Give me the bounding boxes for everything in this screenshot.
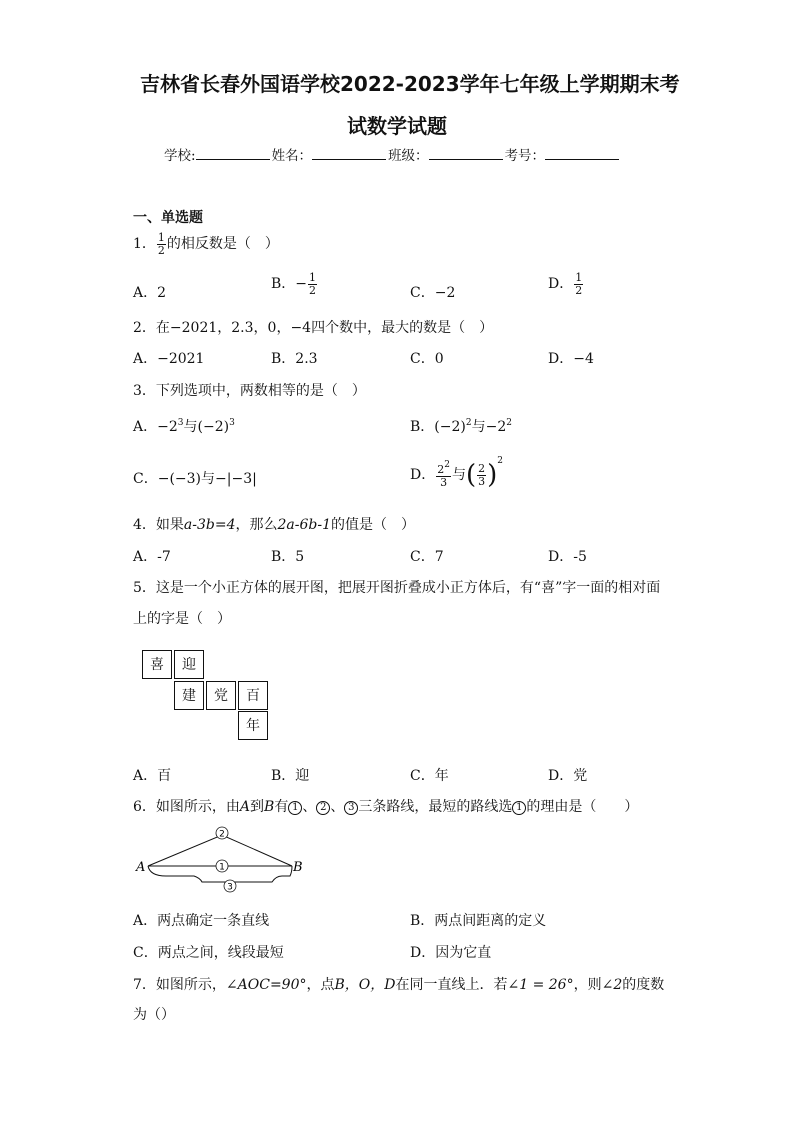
route-diagram bbox=[130, 822, 320, 894]
route-3-label: 3 bbox=[227, 882, 233, 893]
question-4: 4．如果a-3b=4，那么2a-6b-1的值是（ ） bbox=[133, 517, 416, 533]
q3-option-d: D． $\frac{2^2}{3}$ 与( $\frac{2}{3}$ )$^2$ bbox=[410, 456, 504, 490]
q3-option-c: C．−(−3)与−|−3| bbox=[133, 471, 257, 487]
question-7-line1: 7．如图所示，∠AOC=90°，点B，O，D在同一直线上．若∠1 = 26°，则∠2的度数 bbox=[133, 977, 665, 993]
question-5-line2: 上的字是（ ） bbox=[133, 611, 231, 627]
q1-option-b: B．− $\frac{1}{2}$ bbox=[271, 271, 317, 297]
net-cell-6: 年 bbox=[238, 711, 268, 740]
point-b-label: B bbox=[293, 860, 303, 875]
q1-number: 1． bbox=[133, 236, 156, 253]
name-label: 姓名： bbox=[271, 148, 313, 164]
school-blank bbox=[196, 145, 270, 160]
number-blank bbox=[545, 145, 619, 160]
q2-option-b: B．2.3 bbox=[271, 351, 318, 367]
school-label: 学校: bbox=[164, 148, 196, 164]
q1-option-a: A．2 bbox=[133, 285, 167, 301]
q2-option-c: C．0 bbox=[410, 351, 444, 367]
q4-option-c: C．7 bbox=[410, 549, 444, 565]
q2-option-d: D．−4 bbox=[548, 351, 594, 367]
question-1 bbox=[133, 232, 279, 256]
point-a-label: A bbox=[136, 860, 146, 875]
net-cell-1: 喜 bbox=[142, 650, 172, 679]
question-6: 6．如图所示，由A到B有 1 、 2 、 3 三条路线，最短的路线选 1 的理由是（ ） bbox=[133, 799, 639, 815]
q5-option-d: D．党 bbox=[548, 768, 588, 784]
net-cell-3: 建 bbox=[174, 681, 204, 710]
q5-option-b: B．迎 bbox=[271, 768, 310, 784]
q3-option-b: B．$(-2)^2$与$-2^2$ bbox=[410, 418, 512, 435]
q4-option-b: B．5 bbox=[271, 549, 305, 565]
route-1-label: 1 bbox=[219, 862, 225, 873]
page-title-line1: 吉林省长春外国语学校2022-2023学年七年级上学期期末考 bbox=[140, 72, 680, 96]
page-title-line2: 试数学试题 bbox=[347, 114, 447, 138]
net-cell-4: 党 bbox=[206, 681, 236, 710]
number-label: 考号： bbox=[504, 148, 546, 164]
section-title: 一、单选题 bbox=[133, 210, 203, 226]
net-cell-5: 百 bbox=[238, 681, 268, 710]
q1-option-c: C．−2 bbox=[410, 285, 456, 301]
class-blank bbox=[429, 145, 503, 160]
q5-option-c: C．年 bbox=[410, 768, 449, 784]
q6-option-a: A．两点确定一条直线 bbox=[133, 913, 270, 929]
q6-option-c: C．两点之间，线段最短 bbox=[133, 945, 284, 961]
net-cell-2: 迎 bbox=[174, 650, 204, 679]
question-3: 3．下列选项中，两数相等的是（ ） bbox=[133, 383, 366, 399]
q1-fraction: $\frac{1}{2}$ bbox=[157, 231, 165, 257]
question-2: 2．在−2021，2.3，0，−4四个数中，最大的数是（ ） bbox=[133, 320, 494, 336]
question-5-line1: 5．这是一个小正方体的展开图，把展开图折叠成小正方体后，有“喜”字一面的相对面 bbox=[133, 580, 661, 596]
student-info-fields bbox=[164, 144, 621, 164]
name-blank bbox=[312, 145, 386, 160]
q4-option-a: A．-7 bbox=[133, 549, 171, 565]
question-7-line2: 为（） bbox=[133, 1007, 175, 1023]
q5-option-a: A．百 bbox=[133, 768, 172, 784]
q2-option-a: A．−2021 bbox=[133, 351, 205, 367]
q1-option-d: D． $\frac{1}{2}$ bbox=[548, 271, 583, 297]
q3-option-a: A．$-2^3$与$(-2)^3$ bbox=[133, 418, 235, 435]
class-label: 班级： bbox=[388, 148, 429, 164]
q6-option-b: B．两点间距离的定义 bbox=[410, 913, 547, 929]
q1-text: 的相反数是（ ） bbox=[166, 236, 279, 253]
route-2-label: 2 bbox=[219, 829, 225, 840]
q6-option-d: D．因为它直 bbox=[410, 945, 492, 961]
q4-option-d: D．-5 bbox=[548, 549, 587, 565]
